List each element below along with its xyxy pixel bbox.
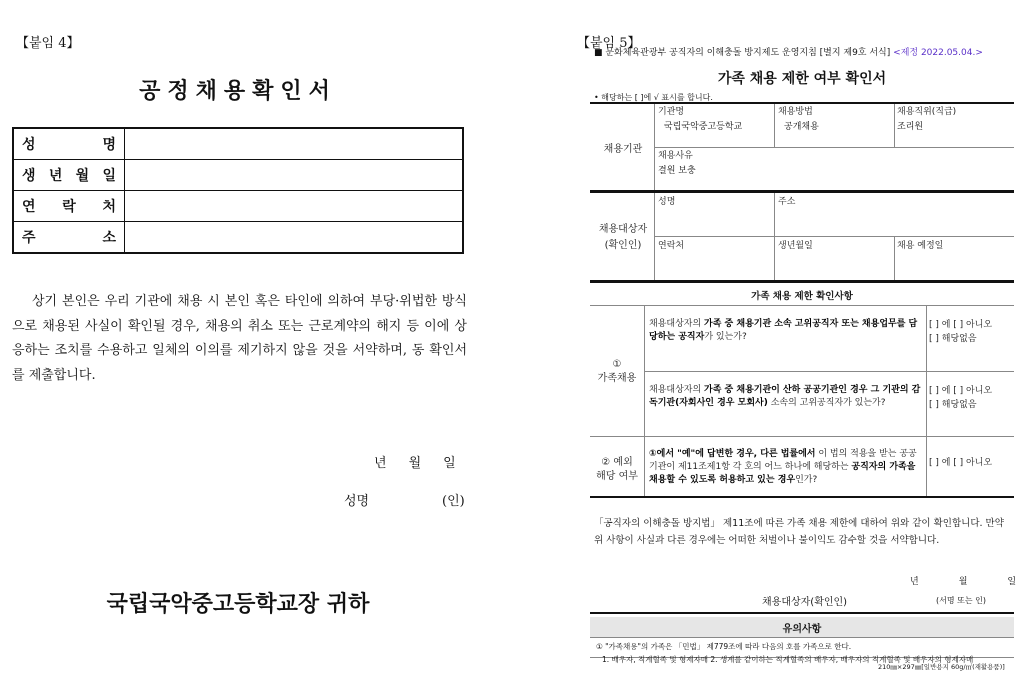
divider — [654, 147, 1014, 148]
field-label-address: 주 소 — [13, 222, 125, 254]
question-1 — [649, 318, 923, 344]
field-label-birth: 생 년 월 일 — [13, 160, 125, 191]
answer-yes-no[interactable]: [ ] 에 [ ] 아니오 — [929, 386, 993, 396]
date-line — [374, 452, 456, 471]
page-title: 공정채용확인서 — [139, 79, 337, 104]
field-label-name: 성 명 — [13, 128, 125, 160]
divider — [590, 280, 1014, 283]
candidate-address-label: 주소 — [778, 197, 796, 207]
candidate-name-label: 성명 — [658, 197, 676, 207]
personal-info-table — [12, 127, 464, 254]
question-2 — [649, 384, 923, 410]
exception-section-label — [592, 456, 642, 484]
field-value-name[interactable] — [125, 128, 464, 160]
q3-bold1: ①에서 "예"에 답변한 경우, 다른 법률에서 — [649, 449, 816, 459]
form-title: 가족 채용 제한 여부 확인서 — [717, 71, 887, 87]
position-value: 조리원 — [897, 122, 924, 132]
divider — [644, 306, 645, 496]
org-label: 기관명 — [658, 107, 685, 117]
divider — [774, 104, 775, 147]
date-day: 일 — [1007, 577, 1017, 587]
family-section-label — [592, 358, 642, 386]
divider — [926, 306, 927, 496]
method-label: 채용방법 — [778, 107, 813, 117]
divider — [590, 637, 1014, 638]
pledge-text: 상기 본인은 우리 기관에 채용 시 본인 혹은 타인에 의하여 부당·위법한 방식으로 채용된 사실이 확인될 경우, 채용의 취소 또는 근로계약의 해지 등 이에 상응하는 조치를 수용하고 일체의 이의를 제기하지 않을 것을 서약하며, 동 확인서를 제출합니다. — [12, 294, 467, 383]
date-line-5 — [910, 574, 1016, 587]
note-line-2: 1. 배우자, 직계혈족 및 형제자매 2. 생계를 같이하는 직계혈족의 배우자, 배우자의 직계혈족 및 배우자의 형제자매 — [602, 655, 974, 664]
answer-not-applicable[interactable]: [ ] 해당없음 — [929, 334, 977, 344]
answer-yes-no[interactable]: [ ] 에 [ ] 아니오 — [929, 320, 993, 330]
date-day: 일 — [443, 456, 456, 471]
field-value-address[interactable] — [125, 222, 464, 254]
employer-section-label: 채용기관 — [603, 144, 643, 155]
divider — [590, 305, 1014, 306]
signer-label: 채용대상자(확인인) — [762, 597, 848, 608]
check-title: 가족 채용 제한 확인사항 — [751, 291, 853, 302]
q2-suffix: 소속의 고위공직자가 있는가? — [767, 398, 886, 408]
position-label: 채용직위(직급) — [897, 107, 957, 117]
field-label-contact: 연 락 처 — [13, 191, 125, 222]
attachment-label-5: 【붙임 5】 — [577, 36, 641, 51]
source-text: ■ 문화체육관광부 공직자의 이해충돌 방지제도 운영지침 [별지 제9호 서식] — [594, 48, 891, 58]
answer-not-applicable[interactable]: [ ] 해당없음 — [929, 400, 977, 410]
table-row — [13, 222, 463, 254]
divider — [644, 371, 1014, 372]
sign-mark: (서명 또는 인) — [936, 596, 986, 605]
divider — [894, 104, 895, 147]
declaration-text: 「공직자의 이해충돌 방지법」 제11조에 따른 가족 채용 제한에 대하여 위와 같이 확인합니다. 만약 위 사항이 사실과 다른 경우에는 어떠한 처벌이나 불이익도 감수할 것을 서약합니다. — [594, 518, 1004, 546]
paper-spec: 210㎜×297㎜[일반용지 60g/㎡(재활용품)] — [878, 663, 1005, 671]
divider — [590, 612, 1014, 614]
q3-mid: 이 법의 적용을 받는 공공기관이 제11조제1항 각 호의 어느 하나에 해당하는 — [649, 449, 917, 472]
date-year: 년 — [910, 577, 919, 587]
answer-yes-no[interactable]: [ ] 에 [ ] 아니오 — [929, 458, 993, 468]
candidate-section-line1: 채용대상자 — [598, 224, 648, 235]
candidate-birth-label: 생년월일 — [778, 241, 813, 251]
q2-bold: 가족 중 채용기관이 산하 공공기관인 경우 그 기관의 감독기관(자회사인 경우 모회사) — [649, 385, 921, 408]
addressee: 국립국악중고등학교장 귀하 — [106, 592, 370, 617]
field-value-birth[interactable] — [125, 160, 464, 191]
candidate-section-label — [592, 222, 654, 254]
candidate-date-label: 채용 예정일 — [897, 241, 944, 251]
q3-suffix: 인가? — [795, 475, 818, 485]
candidate-contact-label: 연락처 — [658, 241, 685, 251]
revision-date: <제정 2022.05.04.> — [893, 48, 983, 58]
form-instruction: • 해당하는 [ ]에 √ 표시를 합니다. — [594, 93, 713, 102]
exception-section-line1: ② 예외 — [601, 457, 633, 468]
answer-1[interactable] — [929, 318, 1013, 346]
attachment-label: 【붙임 4】 — [16, 36, 80, 51]
seal-mark: (인) — [442, 494, 465, 509]
answer-3[interactable] — [929, 456, 1013, 470]
family-section-num: ① — [612, 359, 622, 370]
q2-prefix: 채용대상자의 — [649, 385, 705, 395]
method-value: 공개채용 — [784, 122, 819, 132]
notes-title: 유의사항 — [782, 624, 822, 635]
divider — [590, 436, 1014, 437]
date-year: 년 — [374, 456, 387, 471]
divider — [654, 236, 1014, 237]
org-value: 국립국악중고등학교 — [664, 122, 743, 132]
date-month: 월 — [408, 456, 422, 471]
reason-label: 채용사유 — [658, 151, 693, 161]
form-source — [594, 45, 983, 58]
reason-value: 결원 보충 — [658, 166, 696, 176]
table-row — [13, 191, 463, 222]
q1-bold: 가족 중 채용기관 소속 고위공직자 또는 채용업무를 담당하는 공직자 — [649, 319, 918, 342]
q1-prefix: 채용대상자의 — [649, 319, 705, 329]
signature-label: 성명 — [344, 494, 370, 509]
answer-2[interactable] — [929, 384, 1013, 412]
divider — [590, 496, 1014, 498]
exception-section-line2: 해당 여부 — [596, 471, 638, 482]
question-3 — [649, 448, 923, 487]
field-value-contact[interactable] — [125, 191, 464, 222]
family-section-text: 가족채용 — [597, 373, 637, 384]
date-month: 월 — [958, 577, 968, 587]
candidate-section-line2: (확인인) — [604, 240, 642, 251]
q1-suffix: 가 있는가? — [704, 332, 747, 342]
note-line-1: ① "가족채용"의 가족은 「민법」 제779조에 따라 다음의 호를 가족으로 한다. — [596, 642, 852, 651]
q3-bold2: 공직자의 가족을 채용할 수 있도록 허용하고 있는 경우 — [649, 462, 916, 485]
divider — [894, 236, 895, 280]
table-row — [13, 128, 463, 160]
table-row — [13, 160, 463, 191]
